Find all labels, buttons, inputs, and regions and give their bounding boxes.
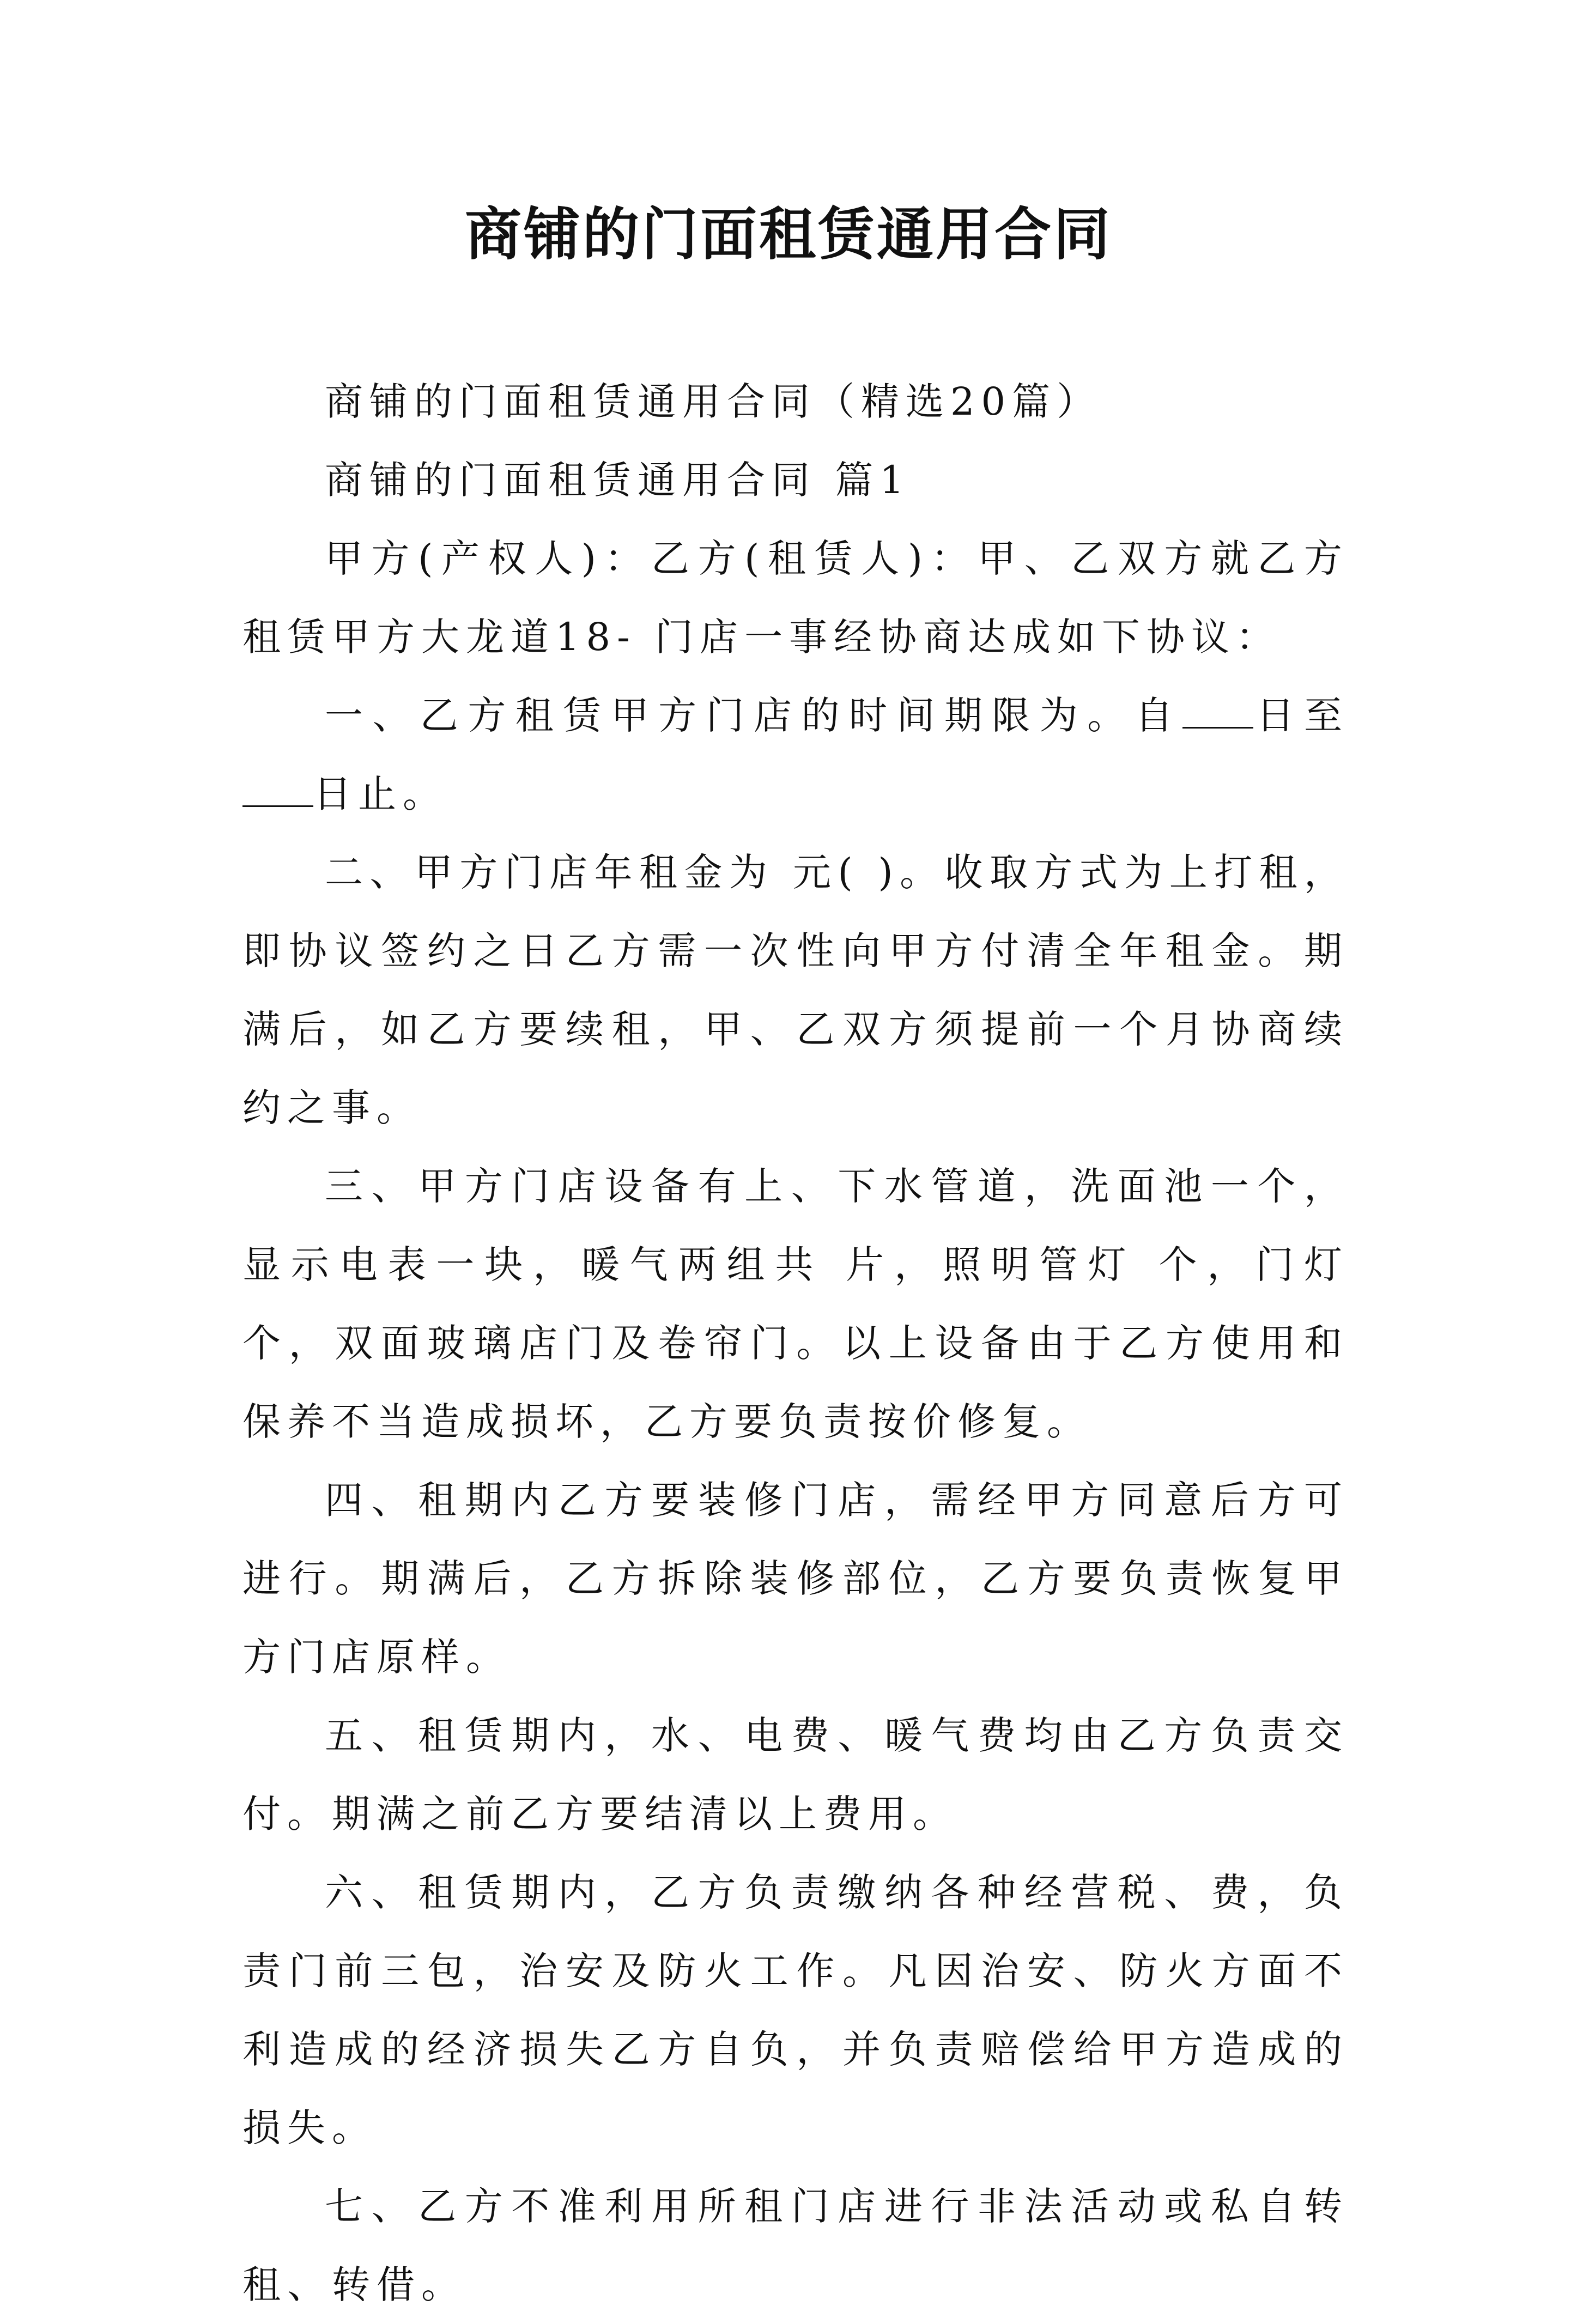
- clause-3: 三、甲方门店设备有上、下水管道，洗面池一个，显示电表一块，暖气两组共 片，照明管灯 个，门灯 个，双面玻璃店门及卷帘门。以上设备由于乙方使用和保养不当造成损坏，乙方要负责按价修复。: [242, 1164, 1349, 1444]
- clause-1-text-a: 一、乙方租赁甲方门店的时间期限为。自: [325, 693, 1183, 738]
- blank-line: [1182, 693, 1253, 729]
- clause-1-text-c: 日止。: [313, 772, 447, 816]
- clause-4: 四、租期内乙方要装修门店，需经甲方同意后方可进行。期满后，乙方拆除装修部位，乙方要负责恢复甲方门店原样。: [242, 1478, 1349, 1679]
- clause-7: 七、乙方不准利用所租门店进行非法活动或私自转租、转借。: [242, 2184, 1349, 2307]
- clause-1: [242, 676, 1349, 833]
- document-title: 商铺的门面租赁通用合同: [464, 201, 1112, 268]
- clause-2: 二、甲方门店年租金为 元( )。收取方式为上打租，即协议签约之日乙方需一次性向甲方付清全年租金。期满后，如乙方要续租，甲、乙双方须提前一个月协商续约之事。: [242, 850, 1349, 1130]
- clause-5: 五、租赁期内，水、电费、暖气费均由乙方负责交付。期满之前乙方要结清以上费用。: [242, 1713, 1349, 1836]
- clause-1-text-b: 日至: [1253, 693, 1349, 738]
- blank-line: [242, 772, 313, 807]
- clause-6: 六、租赁期内，乙方负责缴纳各种经营税、费，负责门前三包，治安及防火工作。凡因治安、防火方面不利造成的经济损失乙方自负，并负责赔偿给甲方造成的损失。: [242, 1870, 1349, 2150]
- intro-paragraph: 甲方(产权人)：乙方(租赁人)：甲、乙双方就乙方租赁甲方大龙道18- 门店一事经协商达成如下协议：: [242, 536, 1349, 659]
- document-body: [242, 362, 1349, 2324]
- document-subtitle: 商铺的门面租赁通用合同（精选20篇）: [325, 379, 1102, 424]
- section-heading: 商铺的门面租赁通用合同 篇1: [325, 458, 911, 502]
